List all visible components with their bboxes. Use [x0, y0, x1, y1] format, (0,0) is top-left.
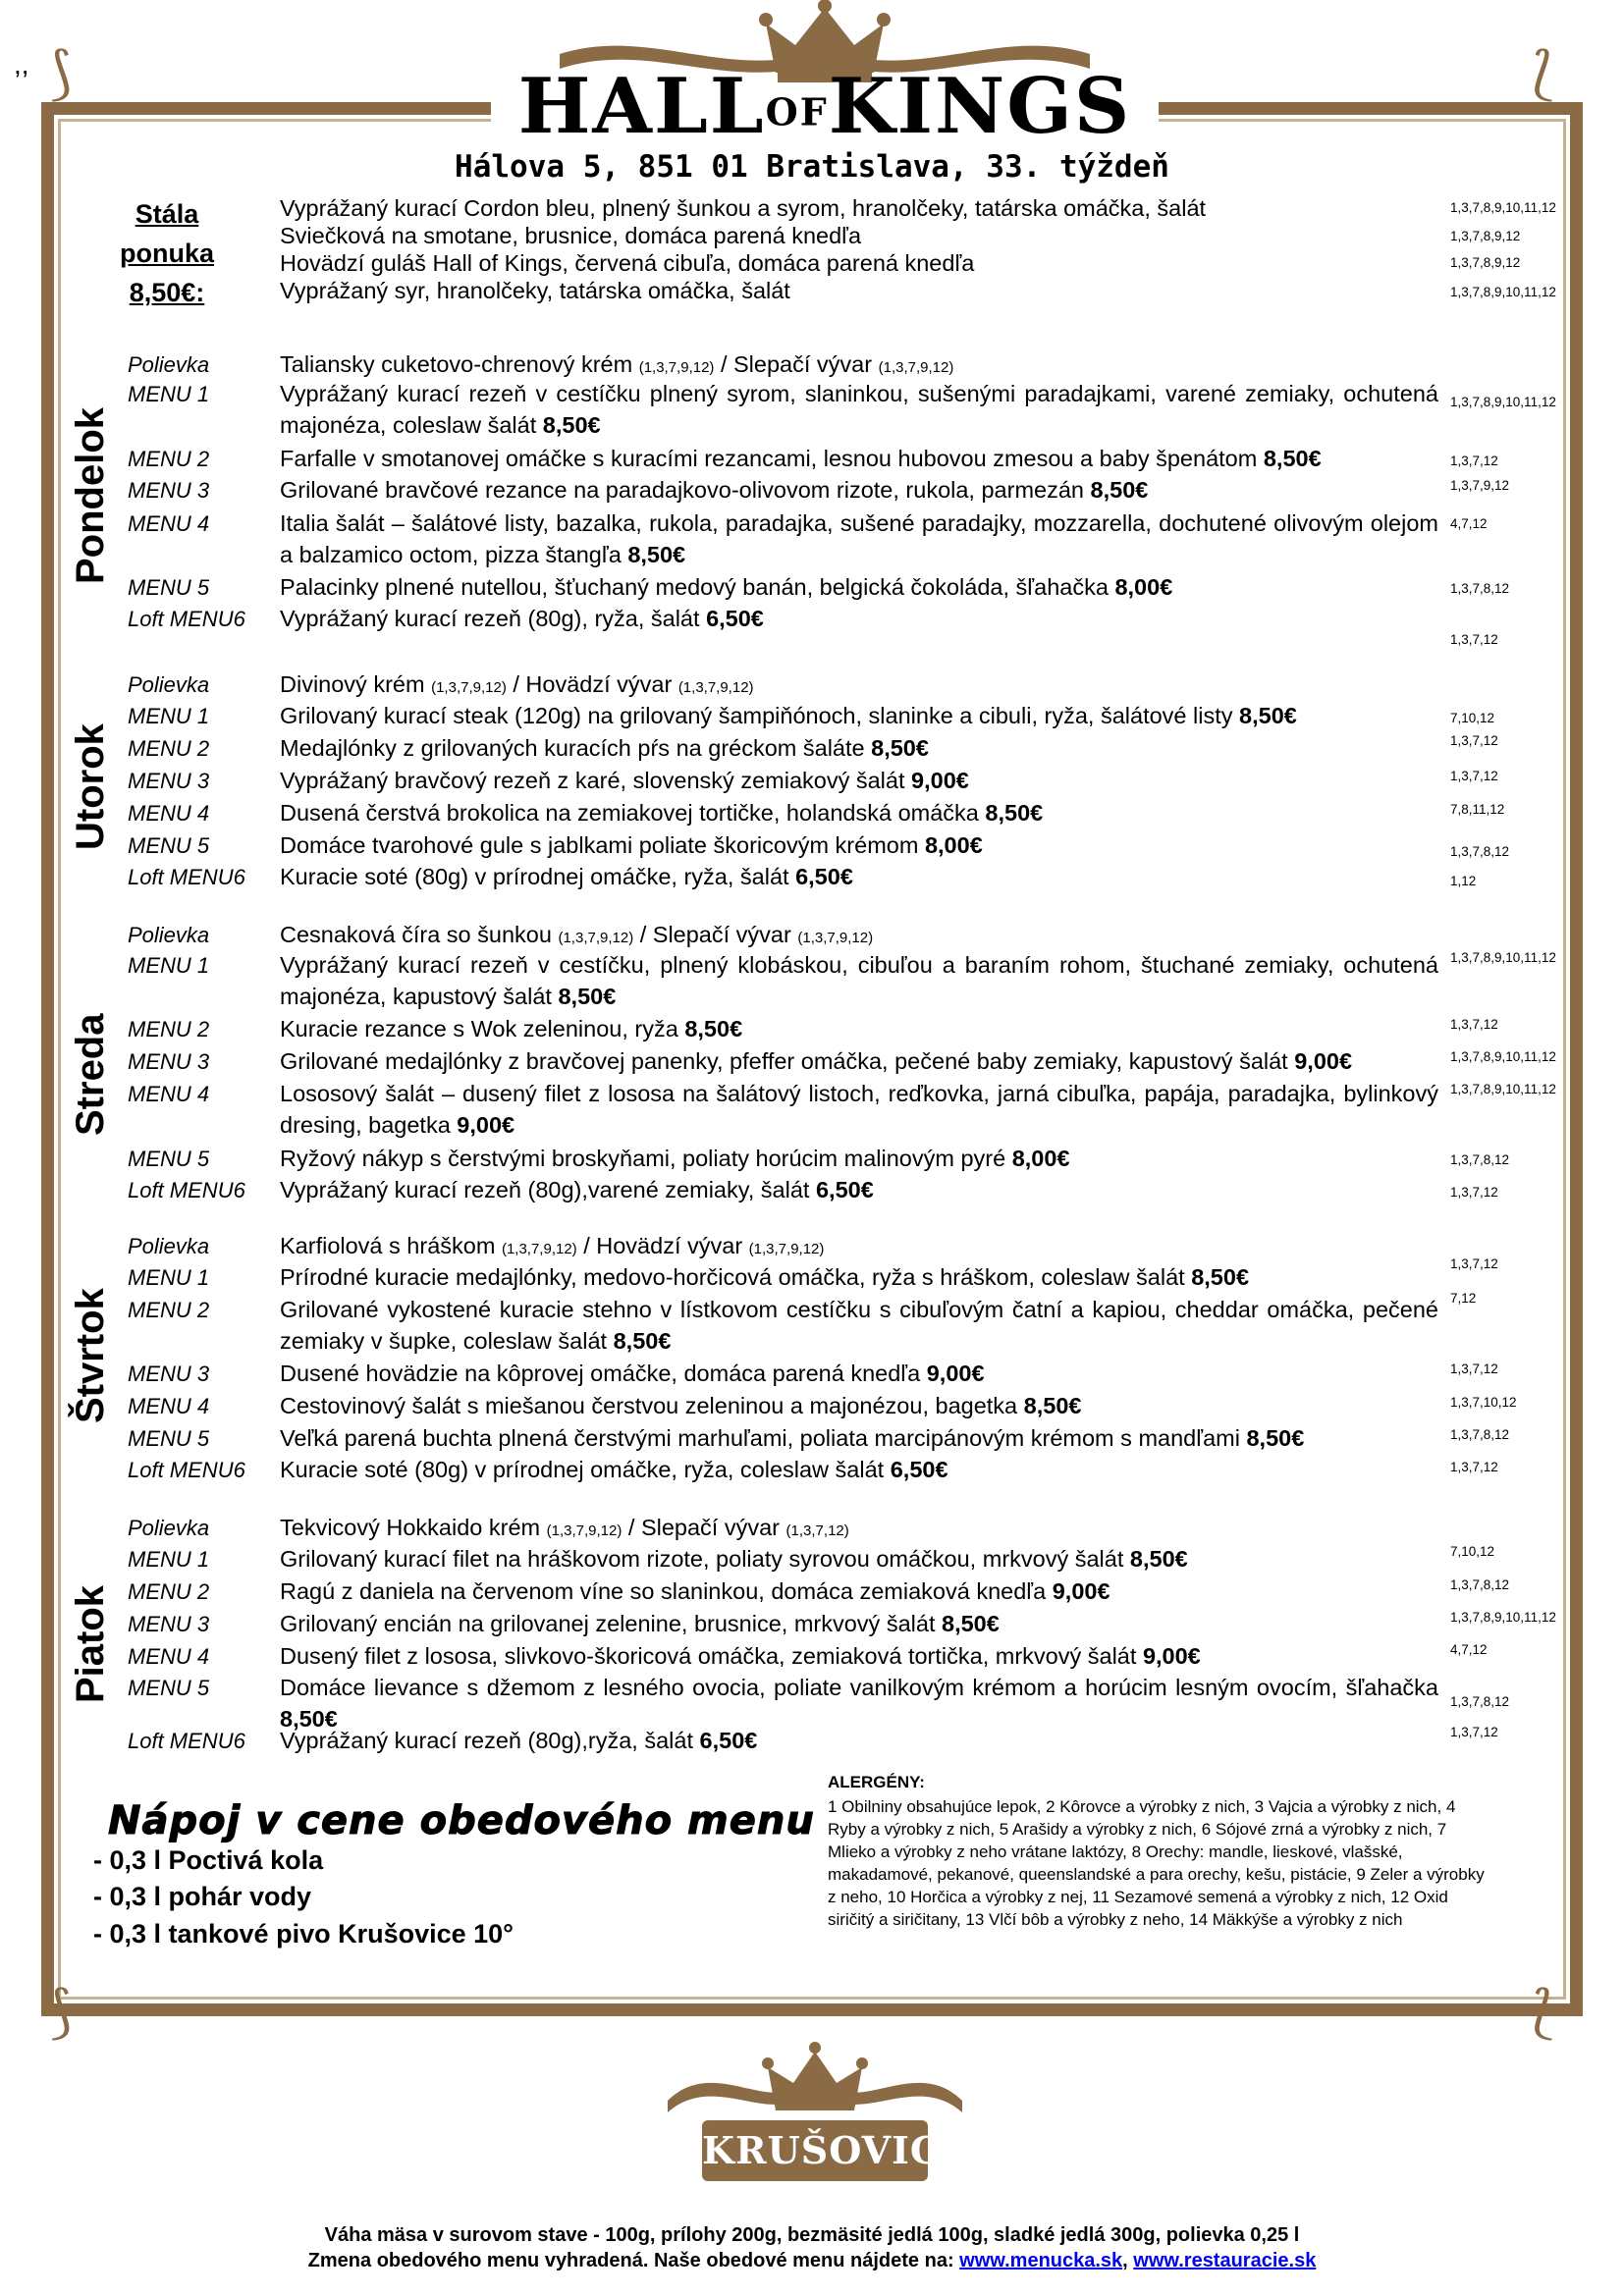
price: 8,50€ — [558, 984, 617, 1009]
menu-dish: Lososový šalát – dusený filet z lososa na šalátový listoch, reďkovka, jarná cibuľka, papája, paradajka, bylinkový dresing, bagetka 9,00€ — [280, 1081, 1438, 1138]
price: 6,50€ — [795, 864, 853, 889]
price: 6,50€ — [699, 1728, 758, 1753]
menu-dish: Prírodné kuracie medajlónky, medovo-horčicová omáčka, ryža s hráškom, coleslaw šalát 8,50€ — [280, 1264, 1250, 1290]
menu-dish: Italia šalát – šalátové listy, bazalka, rukola, paradajka, sušené paradajky, mozzarella, dochutené olivovým olejom a balzamico octom, pizza štangľa 8,50€ — [280, 510, 1438, 567]
menu-label: MENU 1 — [128, 704, 210, 728]
menu-dish: Grilovaný kurací filet na hráškovom rizote, poliaty syrovou omáčkou, mrkvový šalát 8,50€ — [280, 1546, 1188, 1572]
restauracie-link[interactable]: www.restauracie.sk — [1133, 2250, 1317, 2271]
price: 8,50€ — [1239, 703, 1297, 728]
menu-label: MENU 4 — [128, 1394, 210, 1418]
day-name: Streda — [69, 1013, 112, 1136]
stala-dish: Vyprážaný syr, hranolčeky, tatárska omáčka, šalát — [280, 278, 790, 303]
menu-dish: Ragú z daniela na červenom víne so slaninkou, domáca zemiaková knedľa 9,00€ — [280, 1578, 1110, 1604]
stala-ponuka-label: Stála ponuka 8,50€: — [119, 199, 214, 307]
menu-label: MENU 1 — [128, 1265, 210, 1290]
price: 8,50€ — [542, 412, 601, 438]
allergen-codes: 1,3,7,12 — [1450, 1185, 1498, 1200]
soup-dish: Karfiolová s hráškom (1,3,7,9,12) / Hovädzí vývar (1,3,7,9,12) — [280, 1233, 825, 1258]
allergen-codes: 1,3,7,10,12 — [1450, 1395, 1517, 1410]
menu-label: MENU 5 — [128, 833, 210, 858]
allergen-codes: 1,3,7,12 — [1450, 769, 1498, 783]
price: 9,00€ — [1142, 1643, 1201, 1669]
menu-label: MENU 2 — [128, 1298, 210, 1322]
menu-label: MENU 3 — [128, 1049, 210, 1074]
allergen-codes: 7,12 — [1450, 1291, 1477, 1306]
menu-label: Polievka — [128, 672, 210, 697]
menu-dish: Cestovinový šalát s miešanou čerstvou zeleninou a majonézou, bagetka 8,50€ — [280, 1393, 1082, 1418]
price: 9,00€ — [1294, 1048, 1353, 1074]
menu-label: MENU 4 — [128, 801, 210, 826]
menu-dish: Vyprážaný kurací rezeň (80g),ryža, šalát 6,50€ — [280, 1728, 758, 1753]
price: 8,50€ — [1023, 1393, 1082, 1418]
menu-label: Polievka — [128, 923, 210, 947]
napoj-title: Nápoj v cene obedového menu — [108, 1798, 815, 1843]
price: 8,50€ — [1191, 1264, 1250, 1290]
scroll-ornament-icon: ⟅ — [1532, 39, 1554, 106]
price: 8,50€ — [1246, 1425, 1305, 1451]
day-name: Utorok — [69, 723, 112, 850]
allergen-codes: 4,7,12 — [1450, 1642, 1488, 1657]
menu-label: Loft MENU6 — [128, 1729, 245, 1753]
price: 9,00€ — [911, 768, 969, 793]
menu-dish: Dusená čerstvá brokolica na zemiakovej tortičke, holandská omáčka 8,50€ — [280, 800, 1044, 826]
menu-dish: Grilované bravčové rezance na paradajkovo-olivovom rizote, rukola, parmezán 8,50€ — [280, 477, 1149, 503]
napoj-item: - 0,3 l Poctivá kola — [93, 1845, 324, 1875]
price: 8,50€ — [684, 1016, 743, 1041]
stala-dish: Vyprážaný kurací Cordon bleu, plnený šunkou a syrom, hranolčeky, tatárska omáčka, šalát — [280, 195, 1207, 221]
price: 8,50€ — [1129, 1546, 1188, 1572]
allergen-codes: 1,12 — [1450, 874, 1477, 888]
menu-label: MENU 3 — [128, 1362, 210, 1386]
menucka-link[interactable]: www.menucka.sk — [959, 2250, 1123, 2271]
soup-dish: Taliansky cuketovo-chrenový krém (1,3,7,9,12) / Slepačí vývar (1,3,7,9,12) — [280, 351, 954, 377]
menu-label: MENU 5 — [128, 1147, 210, 1171]
menu-dish: Dusené hovädzie na kôprovej omáčke, domáca parená knedľa 9,00€ — [280, 1361, 985, 1386]
allergen-codes: 7,10,12 — [1450, 711, 1495, 725]
day-name: Piatok — [69, 1584, 112, 1703]
price: 8,50€ — [280, 1706, 338, 1732]
price: 8,50€ — [871, 735, 929, 761]
menu-dish: Farfalle v smotanovej omáčke s kuracími rezancami, lesnou hubovou zmesou a baby špenátom 8,50€ — [280, 446, 1322, 471]
price: 8,00€ — [1011, 1146, 1070, 1171]
allergen-codes: 1,3,7,9,12 — [1450, 478, 1510, 493]
brand-name: KRUŠOVICE — [702, 2120, 928, 2181]
menu-dish: Vyprážaný kurací rezeň v cestíčku plnený syrom, slaninkou, sušenými paradajkami, varené zemiaky, ochutená majonéza, coleslaw šalát 8,50€ — [280, 381, 1438, 438]
scroll-ornament-icon: ⟆ — [49, 1978, 72, 2045]
soup-dish: Cesnaková číra so šunkou (1,3,7,9,12) / Slepačí vývar (1,3,7,9,12) — [280, 922, 874, 947]
stala-dish: Sviečková na smotane, brusnice, domáca parená knedľa — [280, 223, 862, 248]
allergen-codes: 1,3,7,12 — [1450, 632, 1498, 647]
price: 9,00€ — [926, 1361, 985, 1386]
napoj-item: - 0,3 l pohár vody — [93, 1882, 312, 1911]
address-week: Hálova 5, 851 01 Bratislava, 33. týždeň — [455, 149, 1169, 185]
menu-dish: Domáce lievance s džemom z lesného ovocia, poliate vanilkovým krémom a horúcim lesným ovocím, šľahačka 8,50€ — [280, 1675, 1438, 1732]
allergen-codes: 1,3,7,12 — [1450, 1256, 1498, 1271]
allergen-codes: 1,3,7,8,12 — [1450, 581, 1510, 596]
allergen-codes: 1,3,7,8,9,10,11,12 — [1450, 1082, 1556, 1096]
price: 6,50€ — [890, 1457, 948, 1482]
menu-dish: Grilovaný encián na grilovanej zelenine, brusnice, mrkvový šalát 8,50€ — [280, 1611, 1000, 1636]
menu-label: MENU 5 — [128, 1426, 210, 1451]
menu-dish: Grilované vykostené kuracie stehno v lístkovom cestíčku s cibuľovým čatní a kapiou, cheddar omáčka, pečené zemiaky v šupke, coleslaw šalát 8,50€ — [280, 1297, 1438, 1354]
menu-dish: Ryžový nákyp s čerstvými broskyňami, poliaty horúcim malinovým pyré 8,00€ — [280, 1146, 1070, 1171]
allergen-codes: 1,3,7,8,12 — [1450, 1427, 1510, 1442]
price: 8,50€ — [942, 1611, 1000, 1636]
footer-note: Zmena obedového menu vyhradená. Naše obedové menu nájdete na: www.menucka.sk, www.restauracie.sk — [307, 2250, 1317, 2271]
price: 6,50€ — [815, 1177, 874, 1202]
menu-dish: Veľká parená buchta plnená čerstvými marhuľami, poliata marcipánovým krémom s mandľami 8,50€ — [280, 1425, 1305, 1451]
allergen-codes: 1,3,7,12 — [1450, 454, 1498, 468]
day-name: Štvrtok — [69, 1288, 112, 1423]
menu-label: MENU 4 — [128, 1644, 210, 1669]
menu-label: MENU 3 — [128, 1612, 210, 1636]
menu-dish: Kuracie rezance s Wok zeleninou, ryža 8,50€ — [280, 1016, 743, 1041]
menu-label: Loft MENU6 — [128, 1178, 245, 1202]
alergeny-text: 1 Obilniny obsahujúce lepok, 2 Kôrovce a výrobky z nich, 3 Vajcia a výrobky z nich, 4 Ryby a výrobky z nich, 5 Arašidy a výrobky z nich, 6 Sójové zrná a výrobky z nich, 7 Mlieko a výrobky z neho vrátane laktózy, 8 Orechy: mandle, lieskové, vlašské, makadamové, pekanové, queenslandské a para orechy, kešu, pistácie, 9 Zeler a výrobky z neho, 10 Horčica a výrobky z nej, 11 Sezamové semená a výrobky z nich, 12 Oxid siričitý a siričitany, 13 Vlčí bôb a výrobky z neho, 14 Mäkkýše a výrobky z nich — [828, 1797, 1485, 1929]
allergen-codes: 7,8,11,12 — [1450, 802, 1505, 817]
menu-label: MENU 2 — [128, 447, 210, 471]
krusovice-logo — [648, 2022, 982, 2209]
allergen-codes: 1,3,7,8,12 — [1450, 1694, 1510, 1709]
footer-weights: Váha mäsa v surovom stave - 100g, prílohy 200g, bezmäsité jedlá 100g, sladké jedlá 300g, polievka 0,25 l — [324, 2224, 1300, 2246]
scroll-ornament-icon: ⟆ — [49, 39, 72, 106]
quote-mark: ,, — [14, 49, 29, 80]
allergen-codes: 4,7,12 — [1450, 516, 1488, 531]
price: 8,00€ — [1114, 574, 1173, 600]
menu-label: MENU 2 — [128, 1579, 210, 1604]
menu-dish: Dusený filet z lososa, slivkovo-škoricová omáčka, zemiaková tortička, mrkvový šalát 9,00€ — [280, 1643, 1201, 1669]
menu-label: Polievka — [128, 1234, 210, 1258]
allergen-codes: 1,3,7,8,9,10,11,12 — [1450, 395, 1556, 409]
day-name: Pondelok — [69, 406, 112, 584]
soup-dish: Tekvicový Hokkaido krém (1,3,7,9,12) / Slepačí vývar (1,3,7,12) — [280, 1515, 849, 1540]
menu-label: MENU 3 — [128, 769, 210, 793]
allergen-codes: 1,3,7,8,12 — [1450, 844, 1510, 859]
soup-dish: Divinový krém (1,3,7,9,12) / Hovädzí vývar (1,3,7,9,12) — [280, 671, 754, 697]
menu-dish: Medajlónky z grilovaných kuracích pŕs na gréckom šaláte 8,50€ — [280, 735, 929, 761]
hall-of-kings-logo — [491, 0, 1159, 151]
menu-dish: Palacinky plnené nutellou, šťuchaný medový banán, belgická čokoláda, šľahačka 8,00€ — [280, 574, 1173, 600]
allergen-codes: 1,3,7,8,12 — [1450, 1152, 1510, 1167]
menu-dish: Kuracie soté (80g) v prírodnej omáčke, ryža, šalát 6,50€ — [280, 864, 853, 889]
menu-label: MENU 5 — [128, 575, 210, 600]
allergen-codes: 1,3,7,8,9,12 — [1450, 255, 1521, 270]
menu-label: Loft MENU6 — [128, 865, 245, 889]
menu-dish: Grilované medajlónky z bravčovej panenky, pfeffer omáčka, pečené baby zemiaky, kapustový šalát 9,00€ — [280, 1048, 1353, 1074]
menu-label: Loft MENU6 — [128, 1458, 245, 1482]
allergen-codes: 1,3,7,8,12 — [1450, 1577, 1510, 1592]
menu-label: MENU 2 — [128, 1017, 210, 1041]
scroll-ornament-icon: ⟅ — [1532, 1978, 1554, 2045]
menu-label: MENU 1 — [128, 953, 210, 978]
price: 8,50€ — [1090, 477, 1149, 503]
allergen-codes: 1,3,7,12 — [1450, 1017, 1498, 1032]
menu-label: MENU 1 — [128, 382, 210, 406]
price: 9,00€ — [1052, 1578, 1110, 1604]
price: 8,50€ — [985, 800, 1044, 826]
allergen-codes: 1,3,7,12 — [1450, 1725, 1498, 1739]
alergeny-title: ALERGÉNY: — [828, 1773, 925, 1791]
price: 8,00€ — [924, 832, 983, 858]
allergen-codes: 1,3,7,8,9,10,11,12 — [1450, 200, 1556, 215]
stala-dish: Hovädzí guláš Hall of Kings, červená cibuľa, domáca parená knedľa — [280, 250, 975, 276]
allergen-codes: 1,3,7,8,9,10,11,12 — [1450, 1610, 1556, 1625]
allergen-codes: 1,3,7,12 — [1450, 1460, 1498, 1474]
price: 8,50€ — [627, 542, 686, 567]
menu-dish: Kuracie soté (80g) v prírodnej omáčke, ryža, coleslaw šalát 6,50€ — [280, 1457, 948, 1482]
menu-label: MENU 2 — [128, 736, 210, 761]
price: 6,50€ — [706, 606, 764, 631]
price: 8,50€ — [613, 1328, 672, 1354]
menu-label: MENU 1 — [128, 1547, 210, 1572]
allergen-codes: 1,3,7,8,9,10,11,12 — [1450, 285, 1556, 299]
menu-label: Polievka — [128, 1516, 210, 1540]
menu-label: MENU 3 — [128, 478, 210, 503]
price: 9,00€ — [457, 1112, 515, 1138]
menu-label: Polievka — [128, 352, 210, 377]
menu-label: MENU 4 — [128, 1082, 210, 1106]
allergen-codes: 1,3,7,8,9,10,11,12 — [1450, 1049, 1556, 1064]
allergen-codes: 1,3,7,12 — [1450, 733, 1498, 748]
menu-label: MENU 4 — [128, 511, 210, 536]
napoj-item: - 0,3 l tankové pivo Krušovice 10° — [93, 1919, 514, 1949]
logo-text: HALLOFKINGS — [517, 62, 1132, 151]
allergen-codes: 1,3,7,12 — [1450, 1362, 1498, 1376]
allergen-codes: 1,3,7,8,9,12 — [1450, 229, 1521, 243]
menu-dish: Vyprážaný bravčový rezeň z karé, slovenský zemiakový šalát 9,00€ — [280, 768, 969, 793]
menu-dish: Grilovaný kurací steak (120g) na grilovaný šampiňónoch, slaninke a cibuli, ryža, šalátové listy 8,50€ — [280, 703, 1297, 728]
allergen-codes: 7,10,12 — [1450, 1544, 1495, 1559]
menu-dish: Vyprážaný kurací rezeň (80g),varené zemiaky, šalát 6,50€ — [280, 1177, 874, 1202]
menu-dish: Domáce tvarohové gule s jablkami poliate škoricovým krémom 8,00€ — [280, 832, 983, 858]
menu-dish: Vyprážaný kurací rezeň v cestíčku, plnený klobáskou, cibuľou a baraním rohom, štuchané zemiaky, ochutená majonéza, kapustový šalát 8,50€ — [280, 952, 1438, 1009]
crown-icon — [648, 2022, 982, 2120]
menu-label: MENU 5 — [128, 1676, 210, 1700]
menu-label: Loft MENU6 — [128, 607, 245, 631]
menu-dish: Vyprážaný kurací rezeň (80g), ryža, šalát 6,50€ — [280, 606, 764, 631]
allergen-codes: 1,3,7,8,9,10,11,12 — [1450, 950, 1556, 965]
price: 8,50€ — [1263, 446, 1322, 471]
